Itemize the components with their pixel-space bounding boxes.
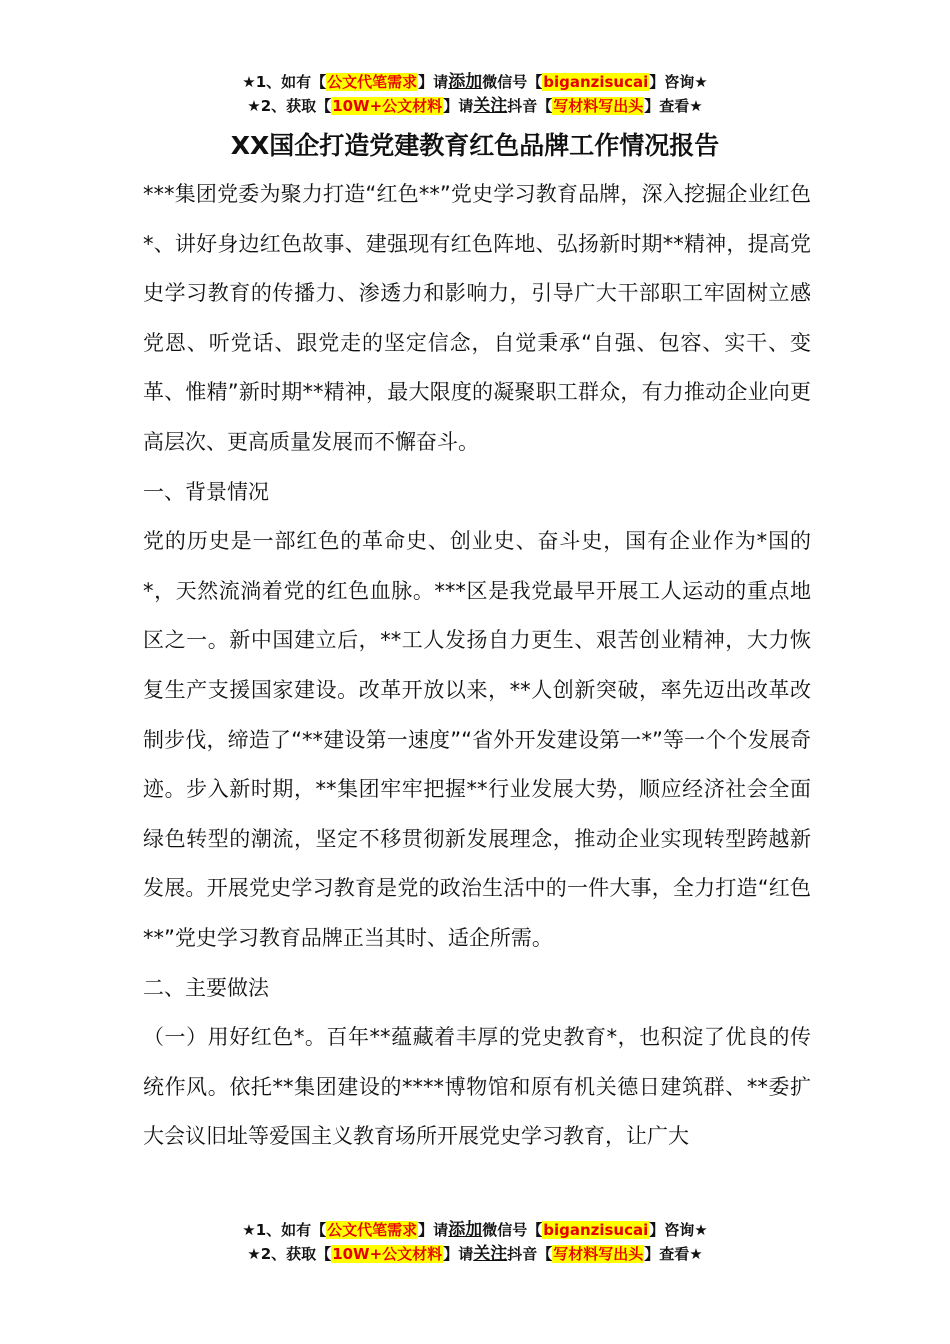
promo-text: 抖音【 (507, 1245, 553, 1263)
promo-line-2 (0, 94, 950, 118)
promo-text: 微信号【 (482, 73, 543, 91)
intro-paragraph: ***集团党委为聚力打造“红色**”党史学习教育品牌，深入挖掘企业红色*、讲好身边红色故事、建强现有红色阵地、弘扬新时期**精神，提高党史学习教育的传播力、渗透力和影响力，引导广大干部职工牢固树立感党恩、听党话、跟党走的坚定信念，自觉秉承“自强、包容、实干、变革、惟精”新时期**精神，最大限度的凝聚职工群众，有力推动企业向更高层次、更高质量发展而不懈奋斗。 (143, 182, 811, 454)
promo-emphasis: 关注 (473, 1244, 508, 1264)
section-heading-background: 一、背景情况 (143, 479, 269, 504)
promo-text: 】请 (418, 73, 449, 91)
promo-line-1 (0, 1218, 950, 1242)
document-body (143, 170, 811, 1162)
promo-highlight: 公文代笔需求 (327, 1221, 418, 1239)
promo-line-2 (0, 1242, 950, 1266)
promo-highlight: 10W+公文材料 (332, 1245, 443, 1263)
promo-emphasis: 关注 (473, 96, 508, 116)
promo-text: ★1、如有【 (242, 73, 327, 91)
promo-text: 】咨询★ (649, 1221, 708, 1239)
promo-highlight: 10W+公文材料 (332, 97, 443, 115)
promo-highlight: 写材料写出头 (553, 97, 644, 115)
promo-text: 微信号【 (482, 1221, 543, 1239)
section-heading-practices: 二、主要做法 (143, 975, 269, 1000)
promo-footer (0, 1218, 950, 1266)
promo-highlight: 公文代笔需求 (327, 73, 418, 91)
promo-text: 】查看★ (644, 1245, 703, 1263)
promo-text: 】请 (443, 97, 474, 115)
promo-text: ★2、获取【 (247, 1245, 332, 1263)
document-title: XX国企打造党建教育红色品牌工作情况报告 (230, 131, 720, 160)
promo-text: 】请 (418, 1221, 449, 1239)
promo-highlight: biganzisucai (543, 73, 649, 91)
promo-emphasis: 添加 (448, 72, 483, 92)
promo-header (0, 70, 950, 118)
promo-line-1 (0, 70, 950, 94)
promo-text: 】咨询★ (649, 73, 708, 91)
practices-paragraph: （一）用好红色*。百年**蕴藏着丰厚的党史教育*，也积淀了优良的传统作风。依托**集团建设的****博物馆和原有机关德日建筑群、**委扩大会议旧址等爱国主义教育场所开展党史学习教育，让广大 (143, 1025, 811, 1149)
promo-highlight: biganzisucai (543, 1221, 649, 1239)
background-paragraph: 党的历史是一部红色的革命史、创业史、奋斗史，国有企业作为*国的*，天然流淌着党的红色血脉。***区是我党最早开展工人运动的重点地区之一。新中国建立后，**工人发扬自力更生、艰苦创业精神，大力恢复生产支援国家建设。改革开放以来，**人创新突破，率先迈出改革改制步伐，缔造了“**建设第一速度”“省外开发建设第一*”等一个个发展奇迹。步入新时期，**集团牢牢把握**行业发展大势，顺应经济社会全面绿色转型的潮流，坚定不移贯彻新发展理念，推动企业实现转型跨越新发展。开展党史学习教育是党的政治生活中的一件大事，全力打造“红色**”党史学习教育品牌正当其时、适企所需。 (143, 529, 811, 950)
promo-text: ★1、如有【 (242, 1221, 327, 1239)
promo-text: 】查看★ (644, 97, 703, 115)
promo-text: ★2、获取【 (247, 97, 332, 115)
promo-highlight: 写材料写出头 (553, 1245, 644, 1263)
promo-text: 】请 (443, 1245, 474, 1263)
promo-emphasis: 添加 (448, 1220, 483, 1240)
promo-text: 抖音【 (507, 97, 553, 115)
